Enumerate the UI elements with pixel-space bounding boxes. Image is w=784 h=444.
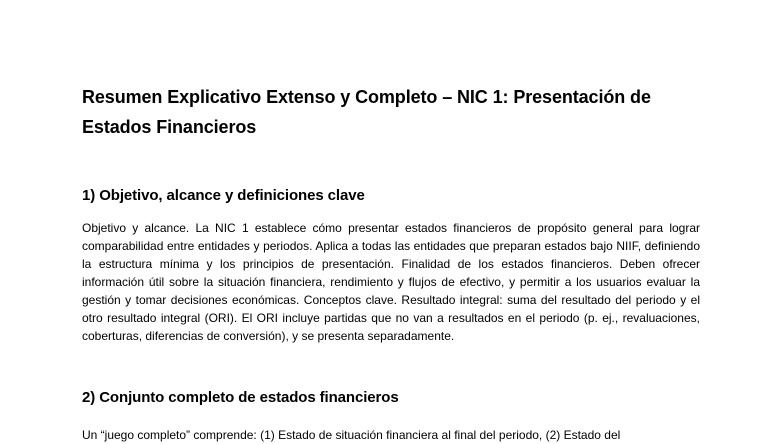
section-paragraph-conjunto: Un “juego completo” comprende: (1) Estado de situación financiera al final del periodo, (2) Estado del — [82, 428, 621, 442]
document-title: Resumen Explicativo Extenso y Completo – NIC 1: Presentación de Estados Financieros — [82, 87, 651, 137]
section-paragraph-objetivo: Objetivo y alcance. La NIC 1 establece cómo presentar estados financieros de propósito general para lograr comparabilidad entre entidades y periodos. Aplica a todas las entidades que preparan estados bajo NIIF, definiendo la estructura mínima y los principios de presentación. Finalidad de los estados financieros. Deben ofrecer información útil sobre la situación financiera, rendimiento y flujos de efectivo, y permitir a los usuarios evaluar la gestión y tomar decisiones económicas. Conceptos clave. Resultado integral: suma del resultado del periodo y el otro resultado integral (ORI). El ORI incluye partidas que no van a resultados en el periodo (p. ej., revaluaciones, coberturas, diferencias de conversión), y se presenta separadamente. — [82, 221, 700, 343]
section-heading-objetivo: 1) Objetivo, alcance y definiciones clave — [82, 187, 365, 204]
section-heading-conjunto: 2) Conjunto completo de estados financieros — [82, 389, 399, 406]
